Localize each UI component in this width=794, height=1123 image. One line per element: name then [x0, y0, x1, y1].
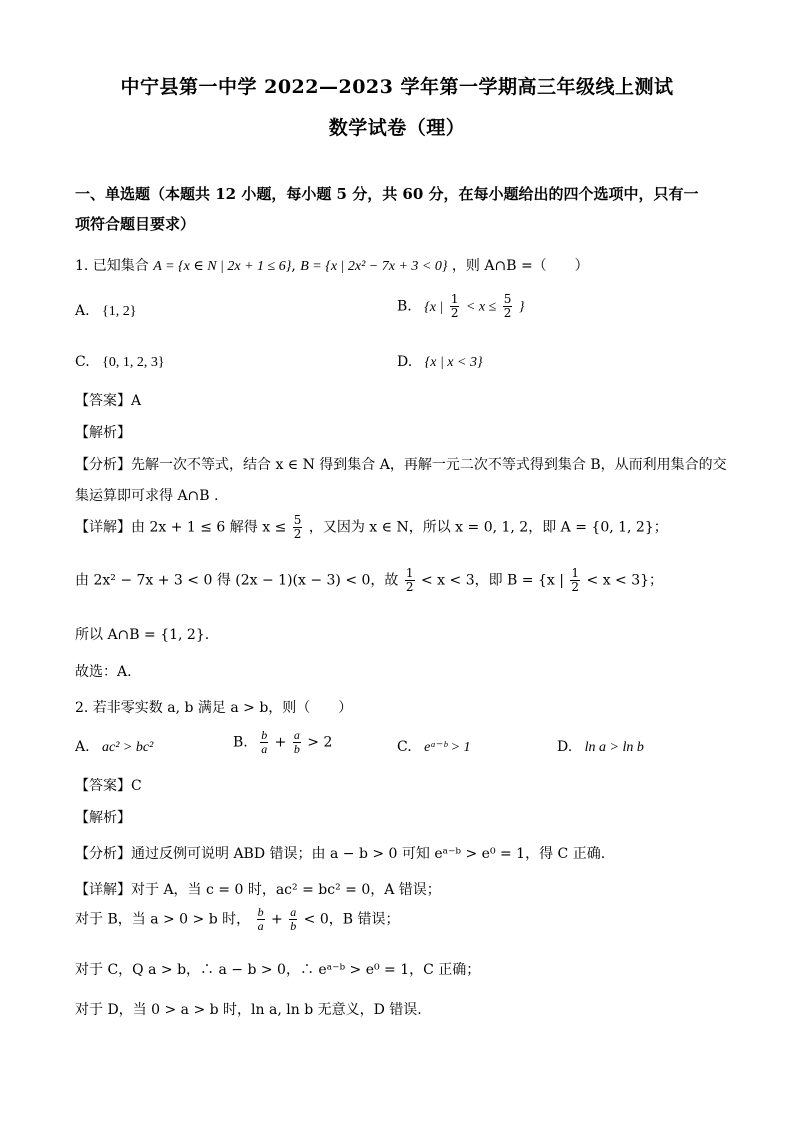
q2-option-b: B. $\frac{b}{a}$ + $\frac{a}{b}$ > 2 — [233, 728, 333, 756]
q1-detail-line2: 由 2x² − 7x + 3 < 0 得 (2x − 1)(x − 3) < 0，故 $\frac{1}{2}$ < x < 3，即 B = {x | $\frac{1}{2}$ < x < 3}； — [75, 566, 664, 594]
q1-fenxi-line2: 集运算即可求得 A∩B . — [75, 488, 219, 504]
page-subtitle: 数学试卷（理） — [328, 117, 466, 139]
section-heading-line1: 一、单选题（本题共 12 小题，每小题 5 分，共 60 分，在每小题给出的四个选项中，只有一 — [75, 185, 699, 203]
q2-option-c: C. eᵃ⁻ᵇ > 1 — [397, 739, 471, 755]
q1-option-b: B. {x | $\frac{1}{2}$ < x ≤ $\frac{5}{2}$ } — [397, 292, 525, 320]
q1-analysis-tag: 【解析】 — [75, 425, 131, 441]
q1-b-frac-2: $\frac{5}{2}$ — [503, 292, 512, 320]
q2-answer: 【答案】C — [75, 778, 142, 794]
q1-choose: 故选：A. — [75, 664, 132, 680]
q2-fenxi: 【分析】通过反例可说明 ABD 错误；由 a − b > 0 可知 eᵃ⁻ᵇ > e⁰ = 1，得 C 正确. — [75, 846, 606, 862]
question-1-stem: 1. 已知集合 A = {x ∈ N | 2x + 1 ≤ 6}, B = {x | 2x² − 7x + 3 < 0} ，则 A∩B =（ ） — [75, 258, 589, 274]
q1-b-frac-1: $\frac{1}{2}$ — [450, 292, 459, 320]
q1-detail-line1: 【详解】由 2x + 1 ≤ 6 解得 x ≤ $\frac{5}{2}$ ，又因为 x ∈ N，所以 x = 0, 1, 2，即 A = {0, 1, 2}； — [75, 513, 668, 541]
q1-number: 1. 已知集合 — [75, 258, 149, 274]
q1-detail-frac: $\frac{5}{2}$ — [293, 513, 302, 541]
q1-answer: 【答案】A — [75, 393, 142, 409]
q1-detail-line3: 所以 A∩B = {1, 2}. — [75, 627, 210, 643]
q2-detail-line4: 对于 D，当 0 > a > b 时，ln a, ln b 无意义，D 错误. — [75, 1002, 422, 1018]
q1-set-b: B = {x | 2x² − 7x + 3 < 0} — [300, 259, 448, 274]
q1-ask: ，则 A∩B =（ ） — [451, 258, 589, 274]
question-2-stem: 2. 若非零实数 a, b 满足 a > b，则（ ） — [75, 700, 353, 716]
q2-detail-line2: 对于 B，当 a > 0 > b 时， $\frac{b}{a}$ + $\frac{a}{b}$ < 0，B 错误； — [75, 905, 400, 933]
page-title: 中宁县第一中学 2022—2023 学年第一学期高三年级线上测试 — [120, 76, 674, 98]
section-heading-line2: 项符合题目要求） — [75, 215, 196, 233]
q2-analysis-tag: 【解析】 — [75, 810, 131, 826]
q1-option-d: D. {x | x < 3} — [397, 354, 483, 370]
q2-option-d: D. ln a > ln b — [557, 739, 644, 755]
q2-option-a: A. ac² > bc² — [75, 739, 154, 755]
q2-detail-line1: 【详解】对于 A，当 c = 0 时，ac² = bc² = 0，A 错误； — [75, 882, 441, 898]
q1-set-a: A = {x ∈ N | 2x + 1 ≤ 6} — [153, 259, 292, 274]
q1-option-c: C. {0, 1, 2, 3} — [75, 354, 165, 370]
q1-option-a: A. {1, 2} — [75, 303, 137, 319]
q2-detail-line3: 对于 C，Q a > b，∴ a − b > 0，∴ eᵃ⁻ᵇ > e⁰ = 1，C 正确； — [75, 962, 481, 978]
q1-fenxi-line1: 【分析】先解一次不等式，结合 x ∈ N 得到集合 A，再解一元二次不等式得到集合 B，从而利用集合的交 — [75, 457, 727, 473]
